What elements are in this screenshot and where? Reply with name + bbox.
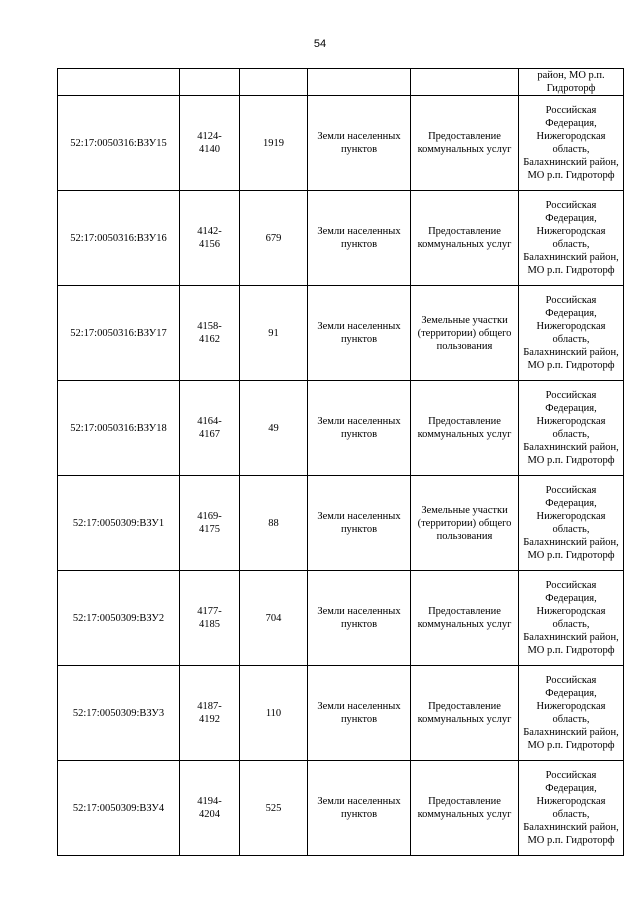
- land-plots-table: [57, 68, 624, 856]
- table-row: [58, 571, 624, 666]
- cell-location: Российская Федерация, Нижегородская область, Балахнинский район, МО р.п. Гидроторф: [519, 96, 624, 191]
- table-row: [58, 761, 624, 856]
- cell-point-range: 4187- 4192: [180, 666, 240, 761]
- cell-location: Российская Федерация, Нижегородская область, Балахнинский район, МО р.п. Гидроторф: [519, 666, 624, 761]
- table-row: [58, 476, 624, 571]
- table-row: [58, 381, 624, 476]
- cell-permitted-use: Земельные участки (территории) общего пользования: [411, 286, 519, 381]
- cell-land-category: Земли населенных пунктов: [308, 476, 411, 571]
- cell-point-range: 4124- 4140: [180, 96, 240, 191]
- cell-area: 91: [240, 286, 308, 381]
- cell-cadastral-number: 52:17:0050309:ВЗУ4: [58, 761, 180, 856]
- cell-cadastral-number: 52:17:0050316:ВЗУ18: [58, 381, 180, 476]
- cell-area: 679: [240, 191, 308, 286]
- cell-land-category: Земли населенных пунктов: [308, 191, 411, 286]
- cell-location: Российская Федерация, Нижегородская область, Балахнинский район, МО р.п. Гидроторф: [519, 476, 624, 571]
- cell-point-range: 4164- 4167: [180, 381, 240, 476]
- cell-location: Российская Федерация, Нижегородская область, Балахнинский район, МО р.п. Гидроторф: [519, 761, 624, 856]
- cell-cadastral-number: [58, 69, 180, 96]
- cell-cadastral-number: 52:17:0050316:ВЗУ17: [58, 286, 180, 381]
- table-row-continuation: [58, 69, 624, 96]
- cell-point-range: 4177- 4185: [180, 571, 240, 666]
- cell-location: Российская Федерация, Нижегородская область, Балахнинский район, МО р.п. Гидроторф: [519, 381, 624, 476]
- cell-cadastral-number: 52:17:0050309:ВЗУ1: [58, 476, 180, 571]
- cell-permitted-use: Предоставление коммунальных услуг: [411, 761, 519, 856]
- cell-land-category: Земли населенных пунктов: [308, 96, 411, 191]
- cell-land-category: [308, 69, 411, 96]
- cell-area: 704: [240, 571, 308, 666]
- table-row: [58, 96, 624, 191]
- cell-point-range: [180, 69, 240, 96]
- cell-area: 1919: [240, 96, 308, 191]
- cell-land-category: Земли населенных пунктов: [308, 381, 411, 476]
- cell-cadastral-number: 52:17:0050309:ВЗУ2: [58, 571, 180, 666]
- cell-permitted-use: [411, 69, 519, 96]
- cell-area: 110: [240, 666, 308, 761]
- page-number: 54: [313, 38, 327, 50]
- cell-point-range: 4194- 4204: [180, 761, 240, 856]
- cell-point-range: 4158- 4162: [180, 286, 240, 381]
- cell-permitted-use: Предоставление коммунальных услуг: [411, 381, 519, 476]
- cell-cadastral-number: 52:17:0050316:ВЗУ16: [58, 191, 180, 286]
- cell-point-range: 4142- 4156: [180, 191, 240, 286]
- cell-location: район, МО р.п. Гидроторф: [519, 69, 624, 96]
- cell-area: 88: [240, 476, 308, 571]
- cell-area: 525: [240, 761, 308, 856]
- cell-permitted-use: Предоставление коммунальных услуг: [411, 191, 519, 286]
- cell-area: 49: [240, 381, 308, 476]
- cell-area: [240, 69, 308, 96]
- cell-location: Российская Федерация, Нижегородская область, Балахнинский район, МО р.п. Гидроторф: [519, 191, 624, 286]
- cell-location: Российская Федерация, Нижегородская область, Балахнинский район, МО р.п. Гидроторф: [519, 286, 624, 381]
- cell-land-category: Земли населенных пунктов: [308, 666, 411, 761]
- cell-land-category: Земли населенных пунктов: [308, 571, 411, 666]
- cell-cadastral-number: 52:17:0050309:ВЗУ3: [58, 666, 180, 761]
- cell-land-category: Земли населенных пунктов: [308, 286, 411, 381]
- cell-location: Российская Федерация, Нижегородская область, Балахнинский район, МО р.п. Гидроторф: [519, 571, 624, 666]
- cell-permitted-use: Предоставление коммунальных услуг: [411, 666, 519, 761]
- table-row: [58, 191, 624, 286]
- cell-cadastral-number: 52:17:0050316:ВЗУ15: [58, 96, 180, 191]
- table-row: [58, 286, 624, 381]
- cell-permitted-use: Предоставление коммунальных услуг: [411, 96, 519, 191]
- cell-land-category: Земли населенных пунктов: [308, 761, 411, 856]
- table-row: [58, 666, 624, 761]
- cell-point-range: 4169- 4175: [180, 476, 240, 571]
- cell-permitted-use: Предоставление коммунальных услуг: [411, 571, 519, 666]
- cell-permitted-use: Земельные участки (территории) общего пользования: [411, 476, 519, 571]
